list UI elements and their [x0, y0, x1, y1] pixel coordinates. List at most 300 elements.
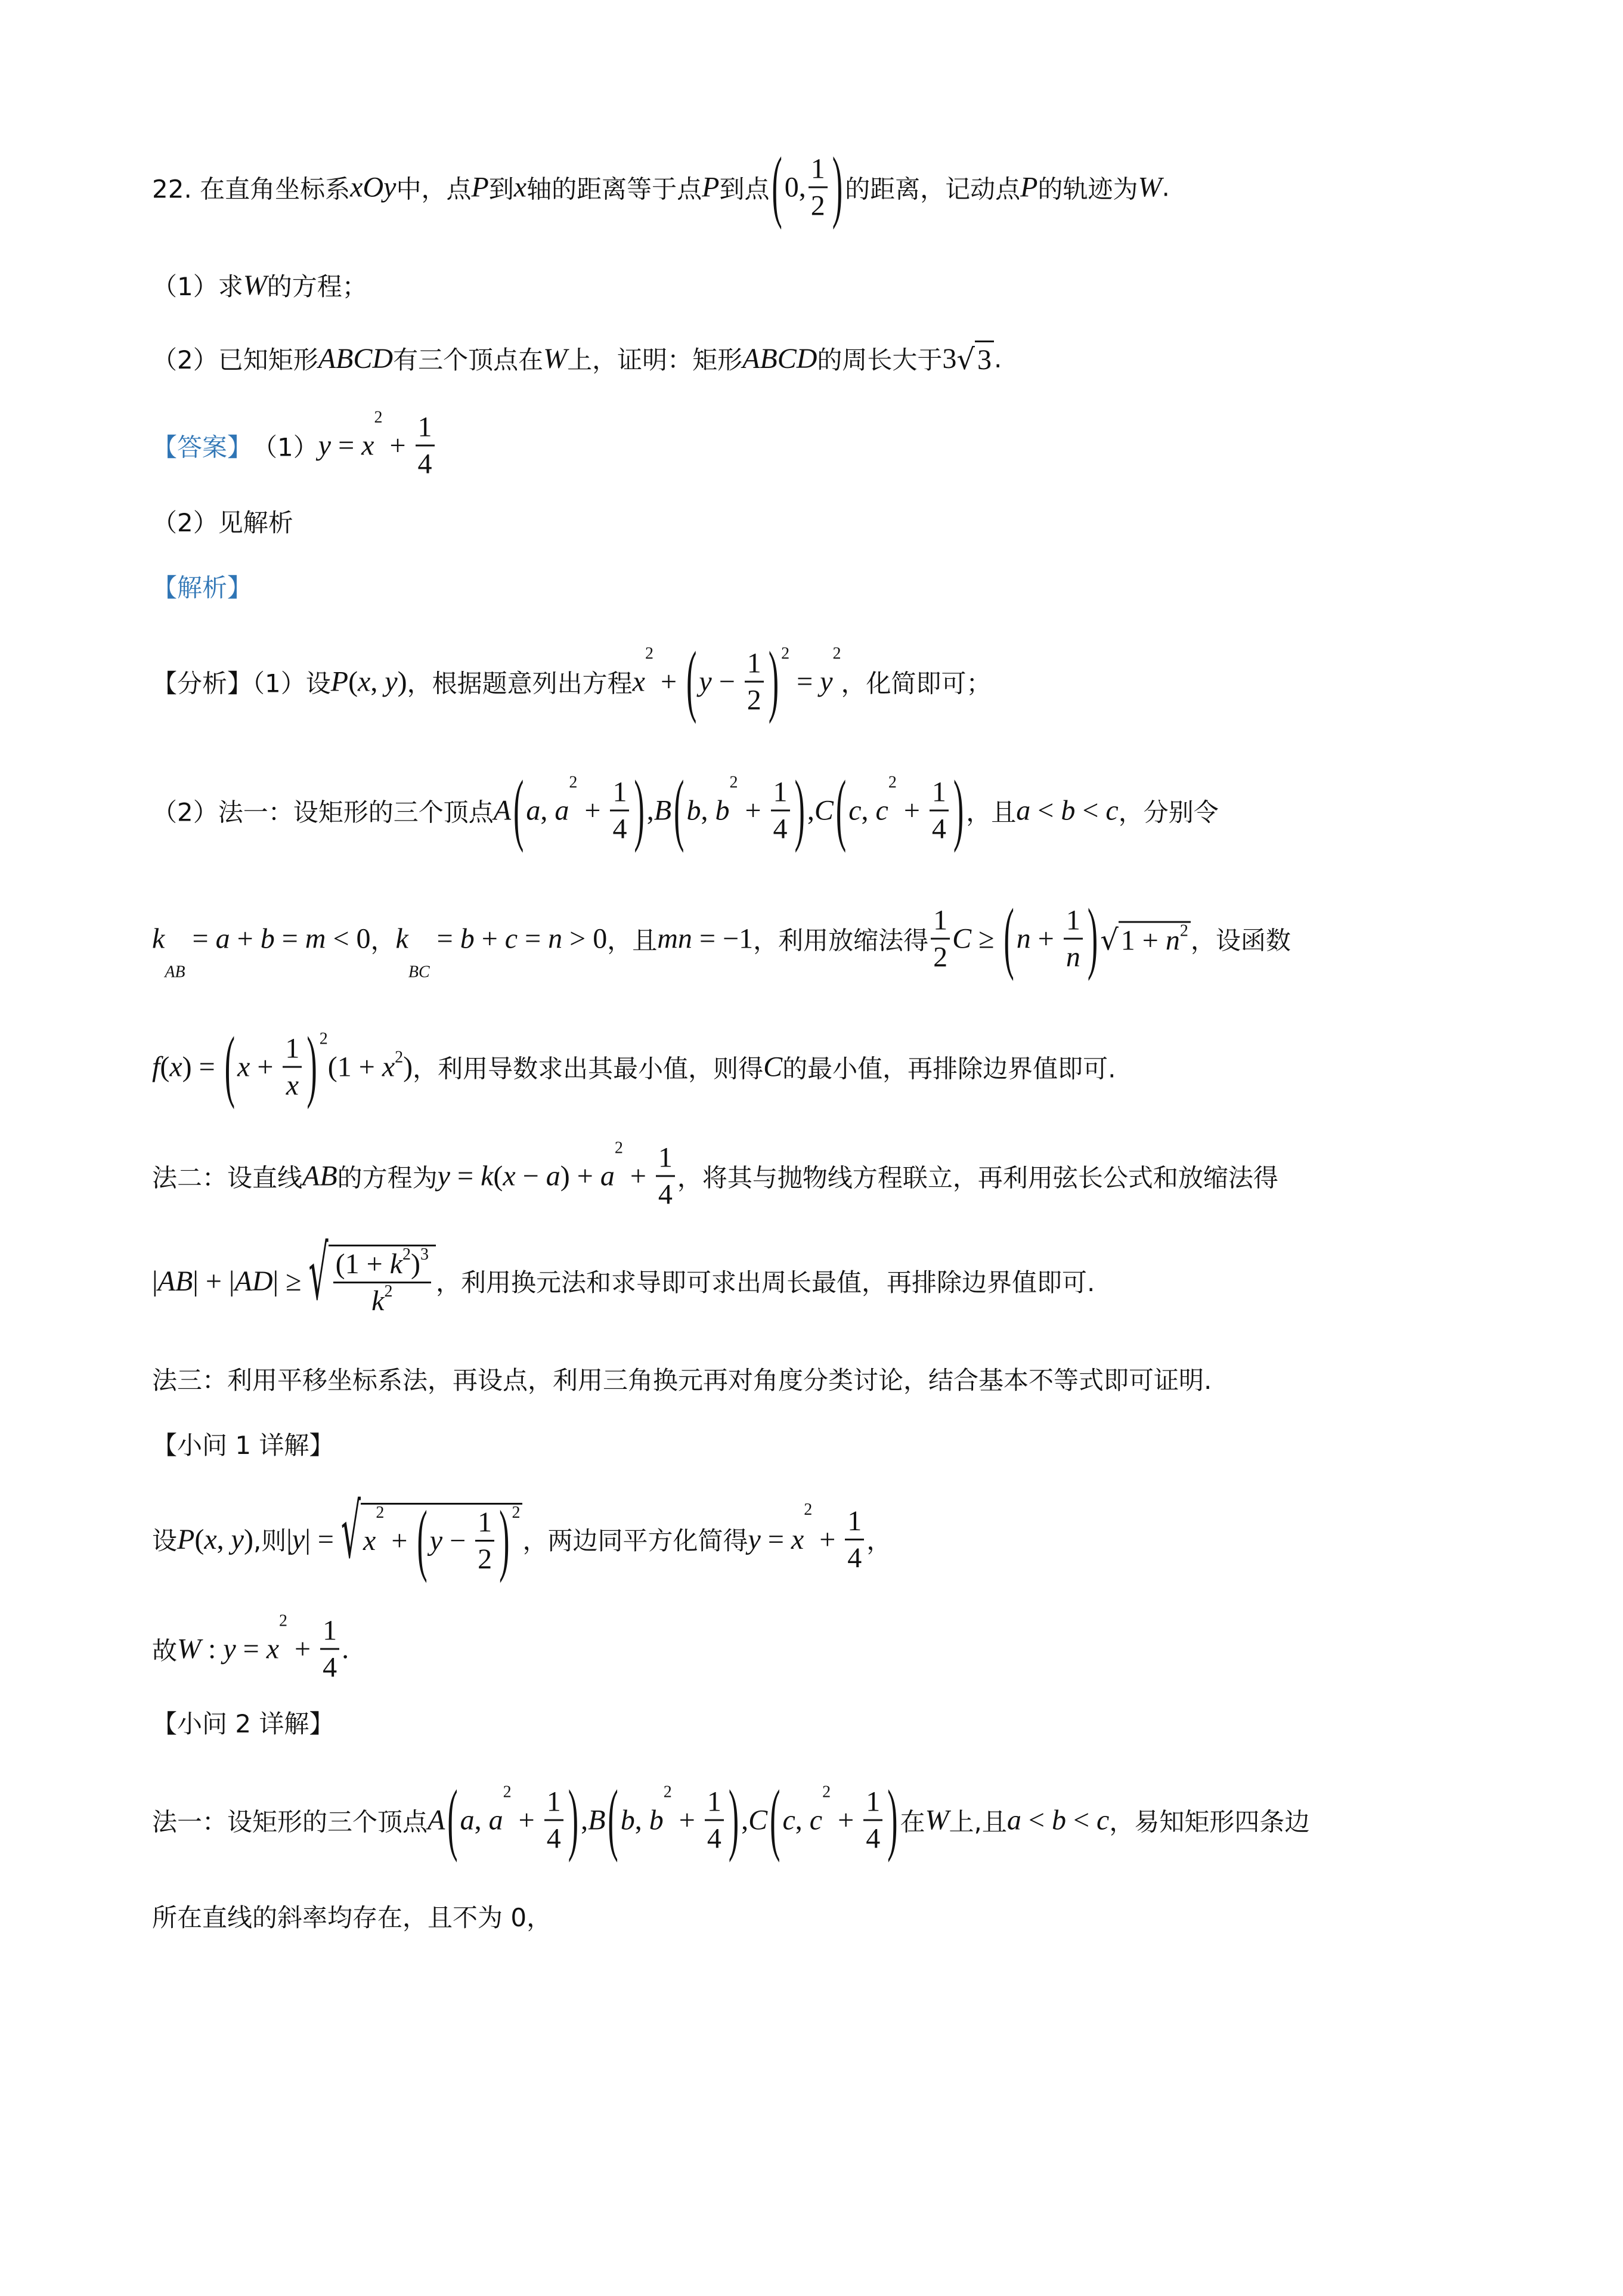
math-variable: x	[204, 1523, 217, 1555]
answer-part-2	[152, 503, 1489, 539]
analysis-method-3	[152, 1361, 1489, 1397]
text-span: 的距离，记动点	[845, 174, 1021, 203]
math-variable: x	[358, 666, 371, 698]
math-variable: y	[820, 666, 833, 698]
math-symbol: 1	[285, 1032, 300, 1065]
superscript: 2	[1179, 921, 1188, 940]
numerator	[809, 153, 828, 188]
math-variable: xOy	[350, 171, 397, 203]
math-variable: y	[385, 666, 398, 698]
math-variable: b	[1061, 794, 1076, 827]
left-paren: (	[674, 765, 684, 854]
text-span: 设	[152, 1526, 178, 1555]
math-symbol: <	[1075, 794, 1106, 827]
text-span: （2）法一：设矩形的三个顶点	[152, 797, 494, 827]
text-span: 中，点	[396, 174, 472, 203]
numerator	[656, 1141, 675, 1177]
superscript: 2	[822, 1783, 831, 1802]
math-variable: W	[1138, 171, 1162, 203]
fraction	[1064, 904, 1083, 974]
denominator	[610, 812, 629, 846]
denominator	[809, 188, 828, 222]
math-symbol: =	[518, 923, 549, 955]
math-symbol: +	[577, 794, 608, 827]
superscript: 2	[645, 644, 653, 663]
denominator	[930, 812, 949, 846]
text-span: ，且	[607, 926, 658, 955]
math-variable: n	[1066, 941, 1080, 973]
text-span: （1）	[252, 432, 318, 462]
math-variable: b	[649, 1804, 664, 1836]
square-root	[340, 1490, 523, 1585]
subquestion-2-method-1-cont	[152, 1898, 1489, 1934]
math-variable: C	[763, 1051, 783, 1083]
radical-sign-icon: √	[956, 343, 975, 376]
math-symbol: ,	[646, 794, 654, 827]
parenthesized-group	[1001, 893, 1100, 982]
right-paren: )	[306, 1022, 317, 1110]
math-symbol: <	[1066, 1804, 1097, 1836]
section-label: 【解析】	[152, 573, 253, 602]
math-variable: y	[748, 1523, 761, 1555]
text-span: ,则	[253, 1526, 287, 1555]
fraction	[745, 647, 764, 717]
analysis-method-2	[152, 1138, 1489, 1211]
math-variable: a	[460, 1804, 475, 1836]
math-symbol: 2	[933, 941, 948, 973]
math-variable: W	[243, 269, 267, 301]
math-symbol: ,	[370, 666, 385, 698]
math-variable: a	[1006, 1804, 1021, 1836]
math-variable: n	[548, 923, 563, 955]
math-variable: x	[513, 171, 527, 203]
fraction	[544, 1786, 563, 1855]
denominator	[771, 812, 790, 846]
text-span: 轴的距离等于点	[526, 174, 702, 203]
right-paren: )	[634, 765, 645, 854]
subquestion-2-heading	[152, 1704, 1489, 1740]
analysis-method-2-cont	[152, 1231, 1489, 1317]
text-span: ，设函数	[1190, 926, 1291, 955]
numerator	[931, 904, 950, 940]
text-span: ，利用换元法和求导即可求出周长最值，再排除边界值即可.	[435, 1268, 1095, 1297]
math-variable: W	[543, 342, 568, 375]
math-variable: k	[152, 923, 165, 955]
superscript: 2	[402, 1245, 411, 1264]
math-variable: k	[395, 923, 408, 955]
math-variable: n	[1016, 923, 1031, 955]
math-symbol: (	[348, 666, 358, 698]
math-variable: c	[782, 1804, 795, 1836]
fraction	[930, 776, 949, 846]
denominator	[369, 1283, 395, 1317]
math-variable: x	[169, 1051, 182, 1083]
text-span: 的方程为	[337, 1163, 438, 1192]
numerator	[1064, 904, 1083, 940]
section-label: 【答案】	[152, 432, 253, 462]
right-paren: )	[887, 1775, 898, 1864]
math-variable: a	[555, 794, 569, 827]
math-variable: y	[223, 1633, 236, 1665]
superscript: 2	[319, 1029, 328, 1048]
math-symbol: =	[274, 923, 305, 955]
left-paren: (	[686, 636, 697, 725]
math-variable: C	[748, 1804, 768, 1836]
numerator	[283, 1032, 302, 1068]
math-symbol: < 0	[326, 923, 371, 955]
math-symbol: |	[152, 1265, 158, 1297]
question-part-2	[152, 341, 1489, 376]
math-symbol: 3	[977, 344, 992, 376]
math-variable: a	[215, 923, 230, 955]
math-symbol: 2	[810, 190, 825, 222]
math-variable: y	[429, 1525, 443, 1557]
math-symbol: 1	[707, 1786, 721, 1818]
math-symbol: 4	[773, 813, 788, 845]
left-paren: (	[608, 1775, 618, 1864]
math-symbol: ,	[540, 794, 555, 827]
math-variable: W	[925, 1804, 949, 1836]
math-symbol: ,	[474, 1804, 489, 1836]
math-symbol: =	[429, 923, 460, 955]
superscript: 2	[503, 1783, 512, 1802]
math-symbol: 4	[323, 1651, 337, 1684]
square-root	[308, 1231, 436, 1317]
math-symbol: −	[442, 1525, 473, 1557]
math-symbol: +	[250, 1051, 281, 1083]
superscript: 2	[804, 1500, 813, 1519]
math-symbol: ) +	[560, 1160, 600, 1192]
analysis-method-1-cont	[152, 893, 1489, 982]
text-span: 的最小值，再排除边界值即可.	[782, 1054, 1116, 1083]
subscript: BC	[408, 963, 430, 982]
answer-part-1	[152, 408, 1489, 481]
superscript: 2	[729, 773, 738, 792]
math-variable: k	[389, 1248, 402, 1280]
numerator	[333, 1245, 431, 1283]
math-variable: x	[382, 1051, 395, 1083]
math-symbol: 1 +	[345, 1248, 390, 1280]
math-symbol: 1	[931, 776, 946, 808]
math-symbol: <	[1030, 794, 1061, 827]
text-span: ，利用导数求出其最小值，则得	[413, 1054, 764, 1083]
denominator	[1064, 940, 1083, 974]
denominator	[745, 683, 764, 717]
math-symbol: 1	[417, 411, 432, 443]
math-symbol: =	[789, 666, 820, 698]
math-symbol: =	[185, 923, 216, 955]
math-variable: ABCD	[742, 342, 817, 375]
math-variable: x	[266, 1633, 280, 1665]
math-variable: P	[471, 171, 489, 203]
math-symbol: )	[243, 1523, 253, 1555]
math-variable: x	[503, 1160, 516, 1192]
math-variable: AB	[302, 1160, 337, 1192]
math-variable: x	[791, 1523, 804, 1555]
math-variable: k	[481, 1160, 494, 1192]
text-span: ，且	[966, 797, 1017, 827]
fraction	[863, 1786, 882, 1855]
math-symbol: 4	[658, 1178, 673, 1211]
text-span: ，分别令	[1118, 797, 1219, 827]
math-symbol: 1	[323, 1614, 337, 1647]
math-symbol: +	[622, 1160, 653, 1192]
text-span: 【小问 1 详解】	[152, 1431, 334, 1460]
math-symbol: 1	[612, 776, 627, 808]
fraction	[845, 1505, 864, 1574]
math-symbol: 1 +	[1120, 924, 1166, 956]
math-symbol: −	[711, 666, 742, 698]
math-variable: B	[588, 1804, 606, 1836]
math-symbol: 2	[478, 1543, 493, 1575]
math-symbol: +	[384, 1525, 415, 1557]
math-variable: x	[363, 1525, 376, 1557]
math-symbol: .	[342, 1633, 349, 1665]
math-variable: P	[177, 1523, 195, 1555]
denominator	[475, 1542, 494, 1576]
math-variable: AB	[157, 1265, 193, 1297]
radicand	[975, 341, 994, 376]
text-span: （2）已知矩形	[152, 345, 318, 375]
right-paren: )	[568, 1775, 579, 1864]
math-symbol: 2	[747, 684, 761, 716]
radical-sign-icon: √	[340, 1490, 361, 1576]
math-symbol: ) =	[182, 1051, 222, 1083]
math-variable: b	[686, 794, 701, 827]
text-span: 【小问 2 详解】	[152, 1709, 334, 1738]
text-span: ，将其与抛物线方程联立，再利用弦长公式和放缩法得	[677, 1163, 1278, 1192]
math-variable: b	[460, 923, 475, 955]
parenthesized-group	[684, 636, 781, 725]
text-span: 所在直线的斜率均存在，且不为 0，	[152, 1903, 552, 1932]
parenthesized-group	[445, 1775, 581, 1864]
math-variable: x	[237, 1051, 250, 1083]
math-variable: n	[1165, 924, 1180, 956]
denominator	[931, 940, 950, 974]
math-variable: c	[1097, 1804, 1110, 1836]
subscript: AB	[165, 963, 185, 982]
math-symbol: ,	[807, 794, 814, 827]
superscript: 2	[374, 408, 383, 427]
math-variable: b	[1051, 1804, 1066, 1836]
text-span: 的周长大于	[817, 345, 943, 375]
math-variable: k	[371, 1285, 385, 1317]
denominator	[845, 1540, 864, 1574]
math-symbol: +	[831, 1804, 862, 1836]
math-variable: y	[699, 666, 712, 698]
numerator	[863, 1786, 882, 1821]
math-symbol: :	[201, 1633, 224, 1665]
math-variable: c	[848, 794, 862, 827]
math-variable: y	[292, 1523, 305, 1555]
math-symbol: +	[474, 923, 505, 955]
math-variable: a	[600, 1160, 615, 1192]
text-span: 的轨迹为	[1037, 174, 1138, 203]
math-symbol: 1	[658, 1141, 673, 1174]
math-variable: c	[1105, 794, 1119, 827]
math-variable: A	[428, 1804, 445, 1836]
question-stem	[152, 142, 1489, 231]
superscript: 2	[384, 1282, 393, 1301]
right-paren: )	[794, 765, 805, 854]
math-variable: f	[152, 1051, 160, 1083]
math-symbol: 4	[931, 813, 946, 845]
superscript: 2	[376, 1503, 385, 1522]
math-symbol: +	[671, 1804, 702, 1836]
math-symbol: = −1	[692, 923, 754, 955]
math-variable: P	[702, 171, 720, 203]
parenthesized-group	[335, 1245, 420, 1280]
fraction	[283, 1032, 302, 1102]
parenthesized-group	[605, 1775, 741, 1864]
math-symbol: +	[230, 923, 261, 955]
math-variable: x	[361, 429, 374, 462]
square-root	[1100, 921, 1191, 957]
math-symbol: )	[397, 666, 407, 698]
radical-sign-icon: √	[308, 1231, 329, 1317]
math-symbol: 4	[417, 448, 432, 480]
right-paren: )	[411, 1248, 420, 1280]
math-variable: A	[493, 794, 512, 827]
superscript: 2	[832, 644, 841, 663]
denominator	[320, 1650, 339, 1684]
math-symbol: =	[760, 1523, 791, 1555]
math-variable: b	[260, 923, 275, 955]
text-span: ，	[866, 1526, 892, 1555]
left-paren: (	[224, 1022, 236, 1110]
numerator	[544, 1786, 563, 1821]
text-span: 上，证明：矩形	[567, 345, 743, 375]
text-span: 到点	[719, 174, 770, 203]
parenthesized-group	[511, 765, 647, 854]
math-variable: C	[814, 794, 834, 827]
numerator	[705, 1786, 724, 1821]
denominator	[544, 1821, 563, 1855]
text-span: ，两边同平方化简得	[522, 1526, 748, 1555]
parenthesized-group	[222, 1022, 320, 1110]
denominator	[416, 447, 435, 481]
math-variable: W	[177, 1633, 201, 1665]
question-part-1	[152, 267, 1489, 303]
parenthesized-group	[414, 1496, 512, 1585]
math-symbol: +	[738, 794, 769, 827]
math-symbol: | ≥	[272, 1265, 309, 1297]
parenthesized-group	[834, 765, 966, 854]
math-symbol: | =	[305, 1523, 341, 1555]
math-variable: a	[488, 1804, 503, 1836]
numerator	[745, 647, 764, 683]
math-variable: x	[632, 666, 645, 698]
math-variable: c	[875, 794, 888, 827]
math-variable: C	[952, 923, 972, 955]
math-symbol: +	[1030, 923, 1061, 955]
text-span: ，化简即可；	[841, 669, 992, 698]
text-span: 法一：设矩形的三个顶点	[152, 1807, 428, 1836]
math-variable: a	[526, 794, 541, 827]
subquestion-1-result	[152, 1611, 1489, 1684]
math-symbol: 3	[942, 342, 957, 375]
math-symbol: +	[382, 429, 413, 462]
math-symbol: 4	[707, 1822, 721, 1855]
left-paren: (	[513, 765, 524, 854]
math-symbol: 4	[866, 1822, 881, 1855]
superscript: 3	[420, 1245, 429, 1264]
superscript: 2	[888, 773, 897, 792]
left-paren: (	[417, 1496, 428, 1585]
fraction	[705, 1786, 724, 1855]
text-span: ，根据题意列出方程	[407, 669, 633, 698]
numerator	[771, 776, 790, 812]
radicand	[1119, 921, 1191, 957]
math-symbol: (	[160, 1051, 170, 1083]
math-symbol: ≥	[971, 923, 1002, 955]
text-span: 的方程；	[267, 272, 367, 301]
math-variable: c	[809, 1804, 823, 1836]
left-paren: (	[327, 1051, 337, 1082]
parenthesized-group	[767, 1775, 900, 1864]
math-symbol: =	[331, 429, 362, 462]
math-symbol: 1	[546, 1786, 561, 1818]
math-symbol: +	[653, 666, 684, 698]
math-symbol: 0,	[784, 171, 806, 203]
parenthesized-group	[671, 765, 807, 854]
denominator	[863, 1821, 882, 1855]
math-variable: y	[318, 429, 332, 462]
math-symbol: <	[1021, 1804, 1052, 1836]
right-paren: )	[728, 1775, 739, 1864]
analysis-method-1	[152, 765, 1489, 854]
math-symbol: (	[194, 1523, 205, 1555]
math-variable: mn	[657, 923, 692, 955]
math-variable: ABCD	[318, 342, 394, 375]
math-symbol: 1	[810, 153, 825, 185]
math-variable: P	[1020, 171, 1038, 203]
left-paren: (	[772, 142, 782, 231]
math-symbol: +	[511, 1804, 542, 1836]
math-symbol: 4	[546, 1822, 561, 1855]
numerator	[610, 776, 629, 812]
square-root	[956, 341, 994, 376]
parenthesized-group	[769, 142, 845, 231]
denominator	[656, 1177, 675, 1211]
math-variable: P	[330, 666, 349, 698]
math-symbol: |	[286, 1523, 292, 1555]
fraction	[475, 1506, 494, 1576]
right-paren: )	[403, 1051, 413, 1082]
text-span: （1）求	[152, 272, 243, 301]
right-paren: )	[953, 765, 964, 854]
math-symbol: +	[287, 1633, 318, 1665]
fraction	[320, 1614, 339, 1684]
left-paren: (	[335, 1248, 345, 1280]
math-symbol: ,	[795, 1804, 810, 1836]
denominator	[284, 1068, 301, 1102]
superscript: 2	[569, 773, 578, 792]
math-symbol: ,	[701, 794, 716, 827]
radical-sign-icon: √	[1100, 923, 1119, 957]
math-symbol: 1	[847, 1505, 862, 1537]
math-symbol: 1	[747, 647, 761, 679]
numerator	[416, 411, 435, 447]
text-span: （2）见解析	[152, 508, 293, 537]
math-symbol: 1	[773, 776, 788, 808]
text-span: ，易知矩形四条边	[1109, 1807, 1310, 1836]
fraction	[809, 153, 828, 222]
math-variable: AD	[234, 1265, 273, 1297]
math-symbol: 4	[612, 813, 627, 845]
left-paren: (	[1003, 893, 1014, 982]
superscript: 2	[512, 1503, 521, 1522]
